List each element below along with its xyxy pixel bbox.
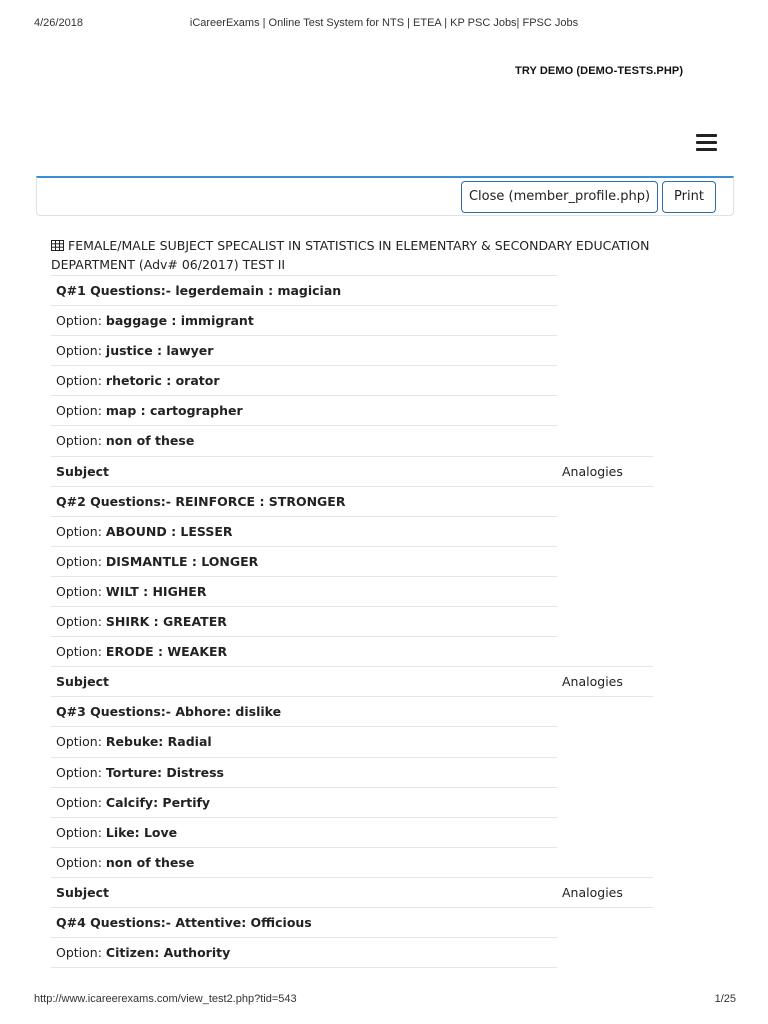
option-label: Option: xyxy=(56,644,106,660)
option-text: Rebuke: Radial xyxy=(105,734,212,750)
option-text: non of these xyxy=(105,433,195,449)
test-title-text: FEMALE/MALE SUBJECT SPECALIST IN STATISTICS IN ELEMENTARY & SECONDARY EDUCATION DEPARTMENT (Adv# 06/2017) TEST II xyxy=(51,238,650,272)
subject-row xyxy=(51,456,653,486)
print-url: http://www.icareerexams.com/view_test2.php?tid=543 xyxy=(34,993,297,1005)
option-label: Option: xyxy=(56,794,106,810)
subject-row xyxy=(51,666,653,696)
question-text: Q#1 Questions:- legerdemain : magician xyxy=(56,283,342,298)
option-row xyxy=(51,395,653,425)
subject-label: Subject xyxy=(56,674,109,690)
option-row xyxy=(51,847,653,877)
option-row xyxy=(51,546,653,576)
option-text: WILT : HIGHER xyxy=(105,583,207,599)
print-header xyxy=(0,17,768,33)
test-title xyxy=(51,236,671,274)
option-text: ERODE : WEAKER xyxy=(105,644,228,660)
subject-label: Subject xyxy=(56,884,109,900)
option-text: SHIRK : GREATER xyxy=(105,614,227,630)
question-row xyxy=(51,907,653,937)
option-label: Option: xyxy=(56,734,106,750)
subject-value: Analogies xyxy=(557,456,653,486)
option-row xyxy=(51,335,653,365)
subject-value: Analogies xyxy=(557,666,653,696)
option-label: Option: xyxy=(56,433,106,449)
table-grid-icon xyxy=(51,240,64,251)
question-text: Q#3 Questions:- Abhore: dislike xyxy=(56,704,282,720)
option-label: Option: xyxy=(56,614,106,630)
try-demo-link[interactable]: TRY DEMO (DEMO-TESTS.PHP) xyxy=(515,65,684,77)
questions-table xyxy=(51,275,653,967)
option-row xyxy=(51,817,653,847)
option-label: Option: xyxy=(56,403,106,419)
option-text: ABOUND : LESSER xyxy=(105,523,233,539)
option-row xyxy=(51,726,653,756)
option-row xyxy=(51,636,653,666)
print-button[interactable]: Print xyxy=(662,181,716,213)
option-row xyxy=(51,937,653,967)
option-text: Calcify: Pertify xyxy=(105,794,211,810)
action-toolbar xyxy=(36,176,734,216)
option-row xyxy=(51,516,653,546)
print-date: 4/26/2018 xyxy=(34,17,83,29)
hamburger-menu-icon[interactable] xyxy=(696,133,717,152)
option-text: non of these xyxy=(105,854,195,870)
question-row xyxy=(51,486,653,516)
print-page-title: iCareerExams | Online Test System for NTS | ETEA | KP PSC Jobs| FPSC Jobs xyxy=(189,17,579,29)
option-label: Option: xyxy=(56,313,106,329)
subject-row xyxy=(51,877,653,907)
option-text: Citizen: Authority xyxy=(105,945,231,961)
option-row xyxy=(51,757,653,787)
option-text: justice : lawyer xyxy=(105,343,214,359)
question-row xyxy=(51,275,653,305)
option-text: map : cartographer xyxy=(105,403,243,419)
option-row xyxy=(51,305,653,335)
option-row xyxy=(51,425,653,455)
option-row xyxy=(51,365,653,395)
option-text: rhetoric : orator xyxy=(105,373,220,389)
option-label: Option: xyxy=(56,583,106,599)
option-text: Like: Love xyxy=(105,824,178,840)
close-button[interactable]: Close (member_profile.php) xyxy=(461,181,658,213)
option-label: Option: xyxy=(56,764,106,780)
option-label: Option: xyxy=(56,945,106,961)
subject-label: Subject xyxy=(56,463,109,479)
print-footer xyxy=(0,993,768,1009)
option-label: Option: xyxy=(56,824,106,840)
option-label: Option: xyxy=(56,553,106,569)
question-text: Q#4 Questions:- Attentive: Officious xyxy=(56,914,312,930)
option-row xyxy=(51,576,653,606)
print-page-number: 1/25 xyxy=(714,993,736,1005)
option-label: Option: xyxy=(56,343,106,359)
option-text: baggage : immigrant xyxy=(105,313,254,329)
option-row xyxy=(51,787,653,817)
subject-value: Analogies xyxy=(557,877,653,907)
option-text: Torture: Distress xyxy=(105,764,224,780)
option-label: Option: xyxy=(56,854,106,870)
option-label: Option: xyxy=(56,373,106,389)
question-row xyxy=(51,696,653,726)
table-bottom-border xyxy=(51,967,557,968)
question-text: Q#2 Questions:- REINFORCE : STRONGER xyxy=(56,493,346,509)
option-text: DISMANTLE : LONGER xyxy=(105,553,259,569)
option-label: Option: xyxy=(56,523,106,539)
option-row xyxy=(51,606,653,636)
